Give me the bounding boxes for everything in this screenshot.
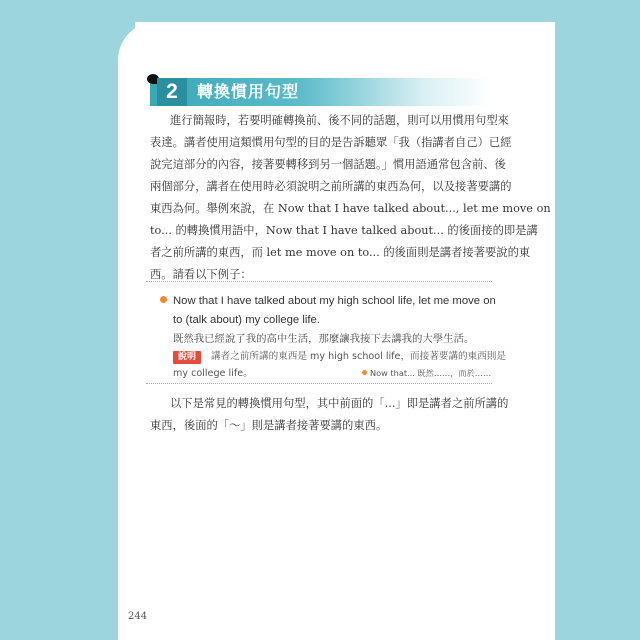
section-heading (150, 78, 492, 106)
closing-paragraph (150, 393, 509, 437)
note-text: my college life。 (173, 368, 253, 379)
example-english-line (160, 292, 496, 311)
paragraph-line: 進行簡報時，若要明確轉換前、後不同的話題，則可以用慣用句型來 (170, 114, 509, 127)
grammar-hint (362, 365, 491, 382)
paragraph-line: 兩個部分，講者在使用時必須說明之前所講的東西為何，以及接著要講的 (150, 180, 512, 193)
note-line (160, 365, 490, 382)
frame-band-right (555, 0, 640, 640)
note-text: 講者之前所講的東西是 my high school life，而接著要講的東西則是 (211, 351, 506, 362)
paragraph-line: 以下是常見的轉換慣用句型，其中前面的「...」即是講者之前所講的 (170, 397, 509, 410)
note-badge: 說明 (173, 351, 201, 364)
example-divider-bottom (146, 383, 492, 384)
section-number: 2 (157, 78, 187, 106)
frame-band-left (0, 0, 135, 640)
paragraph-line: 者之前所講的東西，而 let me move on to... 的後面則是講者接著要說的東 (150, 246, 531, 259)
section-title: 轉換慣用句型 (197, 82, 300, 101)
hint-text: Now that... 既然……，而於…… (370, 368, 492, 378)
note-line (160, 348, 506, 365)
example-box (160, 292, 506, 382)
paragraph-line: to... 的轉換慣用語中，Now that I have talked about... 的後面接的即是講 (150, 224, 538, 237)
page-number: 244 (128, 611, 148, 622)
example-english-text: Now that I have talked about my high school life, let me move on (173, 295, 496, 307)
example-english-line: to (talk about) my college life. (173, 314, 320, 326)
intro-paragraph (150, 110, 551, 286)
paragraph-line: 東西為何。舉例來說，在 Now that I have talked about..., let me move on (150, 202, 551, 215)
paragraph-line: 說完這部分的內容，接著要轉移到另一個話題。」慣用語通常包含前、後 (150, 158, 506, 171)
bullet-dot-icon (160, 296, 167, 303)
paragraph-line: 西。請看以下例子： (150, 268, 252, 281)
paragraph-line: 東西，後面的「～」則是講者接著要講的東西。 (150, 419, 388, 432)
paragraph-line: 表達。講者使用這類慣用句型的目的是告訴聽眾「我（指講者自己）已經 (150, 136, 512, 149)
example-translation: 既然我已經說了我的高中生活，那麼讓我接下去講我的大學生活。 (173, 333, 475, 345)
hint-dot-icon (362, 370, 367, 375)
example-divider-top (146, 281, 492, 282)
